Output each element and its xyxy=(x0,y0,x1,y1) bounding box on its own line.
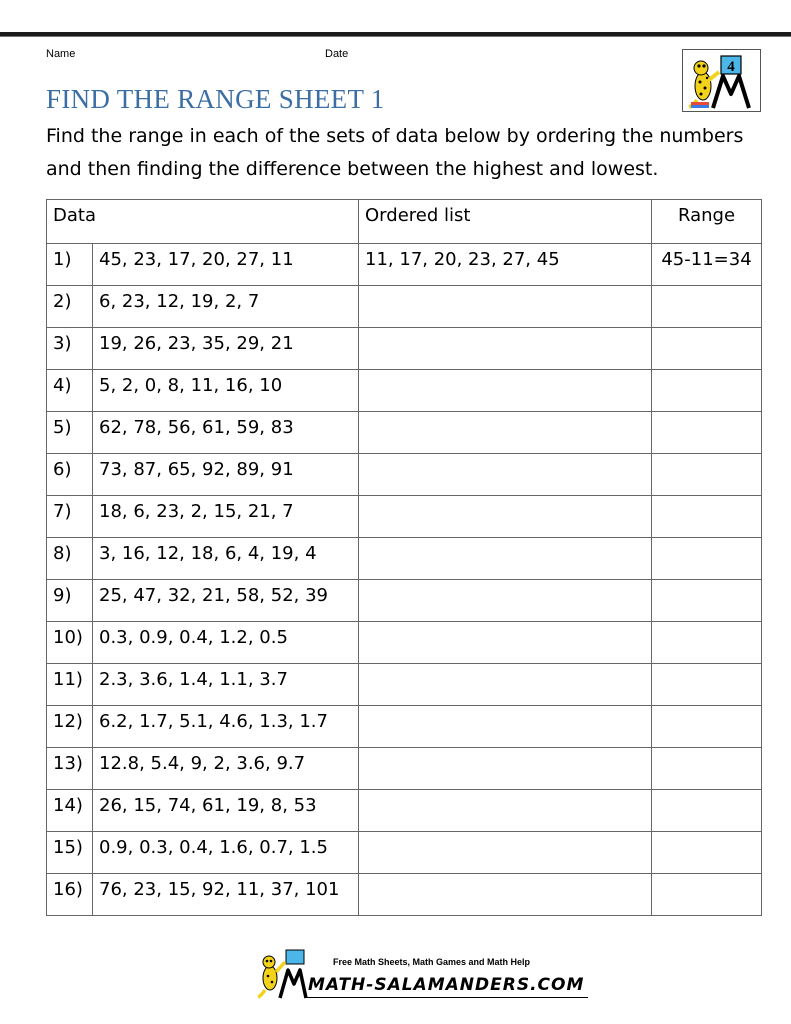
table-row xyxy=(47,370,762,412)
table-row xyxy=(47,328,762,370)
salamander-mascot-icon xyxy=(256,948,308,1004)
ordered-list-cell[interactable] xyxy=(359,874,652,916)
ordered-list-cell[interactable] xyxy=(359,748,652,790)
row-number: 8) xyxy=(47,538,93,580)
row-number: 3) xyxy=(47,328,93,370)
table-header-row xyxy=(47,200,762,244)
row-number: 6) xyxy=(47,454,93,496)
data-cell: 26, 15, 74, 61, 19, 8, 53 xyxy=(93,790,359,832)
row-number: 5) xyxy=(47,412,93,454)
data-cell: 5, 2, 0, 8, 11, 16, 10 xyxy=(93,370,359,412)
table-row xyxy=(47,244,762,286)
data-cell: 62, 78, 56, 61, 59, 83 xyxy=(93,412,359,454)
ordered-list-cell[interactable]: 11, 17, 20, 23, 27, 45 xyxy=(359,244,652,286)
footer-brand-underline xyxy=(306,997,588,998)
table-row xyxy=(47,412,762,454)
footer-brand-text: MATH-SALAMANDERS.COM xyxy=(308,975,585,995)
data-cell: 3, 16, 12, 18, 6, 4, 19, 4 xyxy=(93,538,359,580)
range-cell[interactable] xyxy=(652,580,762,622)
ordered-list-cell[interactable] xyxy=(359,832,652,874)
ordered-list-cell[interactable] xyxy=(359,664,652,706)
table-row xyxy=(47,832,762,874)
salamander-logo-icon xyxy=(682,49,761,112)
table-row xyxy=(47,748,762,790)
table-row xyxy=(47,286,762,328)
footer-brand xyxy=(308,975,584,995)
data-cell: 73, 87, 65, 92, 89, 91 xyxy=(93,454,359,496)
data-cell: 0.9, 0.3, 0.4, 1.6, 0.7, 1.5 xyxy=(93,832,359,874)
row-number: 15) xyxy=(47,832,93,874)
range-cell[interactable] xyxy=(652,370,762,412)
table-row xyxy=(47,706,762,748)
range-cell[interactable] xyxy=(652,454,762,496)
range-cell[interactable] xyxy=(652,538,762,580)
data-cell: 76, 23, 15, 92, 11, 37, 101 xyxy=(93,874,359,916)
page-title: FIND THE RANGE SHEET 1 xyxy=(46,84,385,114)
ordered-list-cell[interactable] xyxy=(359,580,652,622)
ordered-list-cell[interactable] xyxy=(359,622,652,664)
row-number: 16) xyxy=(47,874,93,916)
ordered-list-cell[interactable] xyxy=(359,496,652,538)
range-cell[interactable] xyxy=(652,328,762,370)
name-label: Name xyxy=(46,48,76,60)
ordered-list-cell[interactable] xyxy=(359,328,652,370)
table-row xyxy=(47,496,762,538)
range-cell[interactable] xyxy=(652,622,762,664)
row-number: 1) xyxy=(47,244,93,286)
table-row xyxy=(47,790,762,832)
ordered-list-cell[interactable] xyxy=(359,370,652,412)
data-cell: 12.8, 5.4, 9, 2, 3.6, 9.7 xyxy=(93,748,359,790)
data-cell: 0.3, 0.9, 0.4, 1.2, 0.5 xyxy=(93,622,359,664)
table-row xyxy=(47,580,762,622)
table-row xyxy=(47,874,762,916)
data-cell: 18, 6, 23, 2, 15, 21, 7 xyxy=(93,496,359,538)
range-cell[interactable] xyxy=(652,286,762,328)
range-table xyxy=(46,199,762,916)
ordered-list-cell[interactable] xyxy=(359,412,652,454)
row-number: 11) xyxy=(47,664,93,706)
range-cell[interactable] xyxy=(652,706,762,748)
range-cell[interactable] xyxy=(652,496,762,538)
range-cell[interactable] xyxy=(652,790,762,832)
row-number: 2) xyxy=(47,286,93,328)
data-cell: 6.2, 1.7, 5.1, 4.6, 1.3, 1.7 xyxy=(93,706,359,748)
ordered-list-cell[interactable] xyxy=(359,286,652,328)
data-cell: 6, 23, 12, 19, 2, 7 xyxy=(93,286,359,328)
top-rule xyxy=(0,32,791,37)
table-row xyxy=(47,538,762,580)
data-cell: 45, 23, 17, 20, 27, 11 xyxy=(93,244,359,286)
row-number: 12) xyxy=(47,706,93,748)
data-cell: 19, 26, 23, 35, 29, 21 xyxy=(93,328,359,370)
range-cell[interactable]: 45-11=34 xyxy=(652,244,762,286)
range-cell[interactable] xyxy=(652,832,762,874)
range-cell[interactable] xyxy=(652,412,762,454)
ordered-list-cell[interactable] xyxy=(359,706,652,748)
table-row xyxy=(47,454,762,496)
row-number: 9) xyxy=(47,580,93,622)
row-number: 7) xyxy=(47,496,93,538)
row-number: 10) xyxy=(47,622,93,664)
range-cell[interactable] xyxy=(652,664,762,706)
data-cell: 25, 47, 32, 21, 58, 52, 39 xyxy=(93,580,359,622)
date-label: Date xyxy=(325,48,349,60)
header-data: Data xyxy=(47,200,359,244)
row-number: 14) xyxy=(47,790,93,832)
header-range: Range xyxy=(652,200,762,244)
ordered-list-cell[interactable] xyxy=(359,454,652,496)
data-cell: 2.3, 3.6, 1.4, 1.1, 3.7 xyxy=(93,664,359,706)
table-row xyxy=(47,664,762,706)
range-cell[interactable] xyxy=(652,748,762,790)
logo-badge-number: 4 xyxy=(727,59,735,75)
table-body xyxy=(47,244,762,916)
footer-tagline: Free Math Sheets, Math Games and Math Help xyxy=(333,957,531,967)
range-cell[interactable] xyxy=(652,874,762,916)
ordered-list-cell[interactable] xyxy=(359,538,652,580)
header-ordered-list: Ordered list xyxy=(359,200,652,244)
ordered-list-cell[interactable] xyxy=(359,790,652,832)
instructions-text: Find the range in each of the sets of data below by ordering the numbers and then finding the difference between the highest and lowest. xyxy=(46,125,744,180)
table-row xyxy=(47,622,762,664)
row-number: 13) xyxy=(47,748,93,790)
row-number: 4) xyxy=(47,370,93,412)
